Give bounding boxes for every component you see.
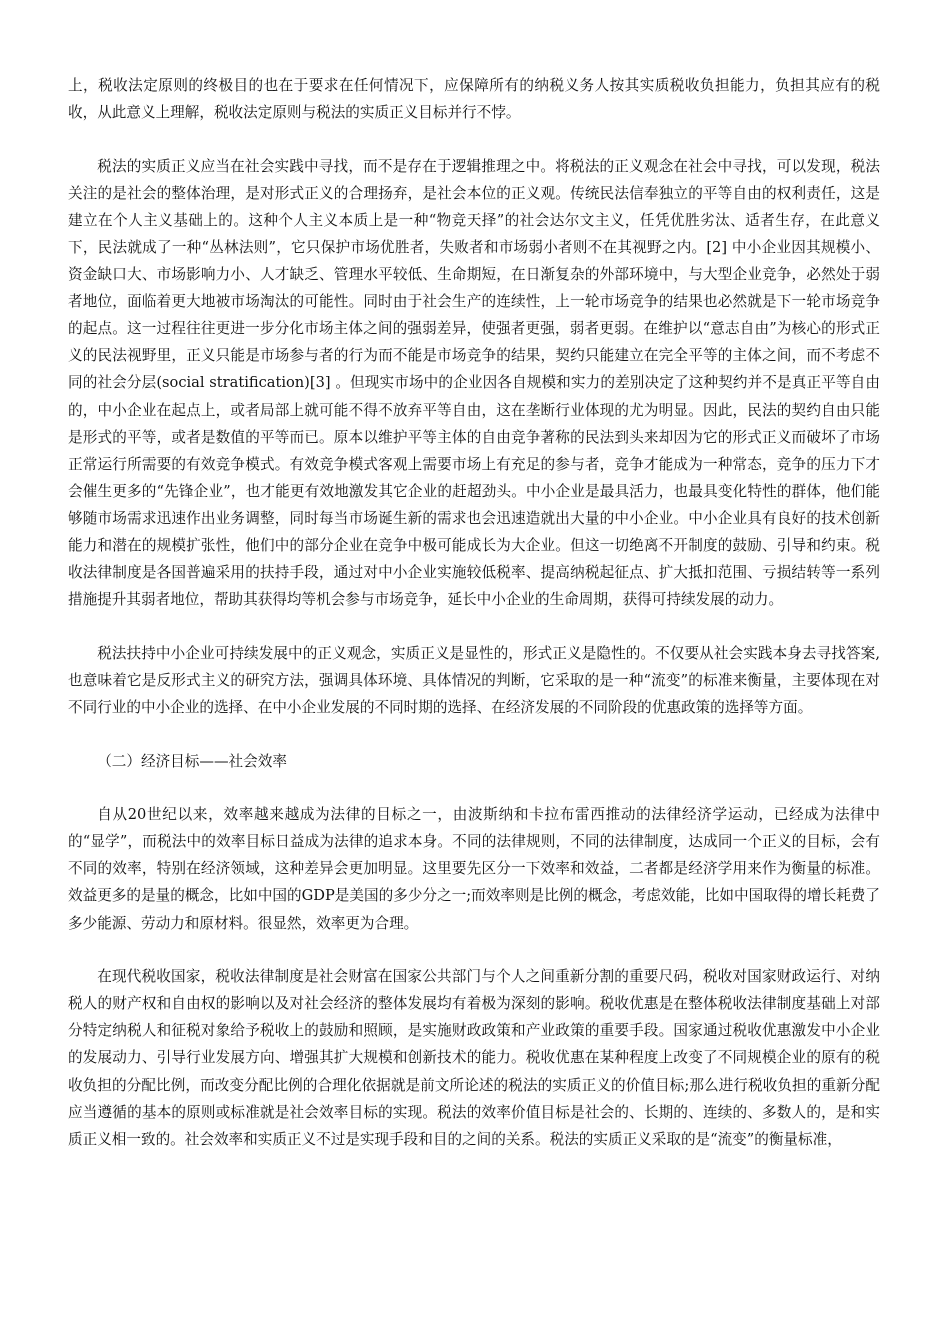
paragraph-efficiency: 自从20世纪以来，效率越来越成为法律的目标之一，由波斯纳和卡拉布雷西推动的法律经济学运动，已经成为法律中的“显学”，而税法中的效率目标日益成为法律的追求本身。不同的法律规则，不同的法律制度，达成同一个正义的目标，会有不同的效率，特别在经济领域，这种差异会更加明显。这里要先区分一下效率和效益，二者都是经济学用来作为衡量的标准。效益更多的是量的概念，比如中国的GDP是美国的多少分之一;而效率则是比例的概念，考虑效能，比如中国取得的增长耗费了多少能源、劳动力和原材料。很显然，效率更为合理。 (68, 806, 880, 932)
document-page (68, 72, 880, 1179)
paragraph-modern-tax-state: 在现代税收国家，税收法律制度是社会财富在国家公共部门与个人之间重新分割的重要尺码，税收对国家财政运行、对纳税人的财产权和自由权的影响以及对社会经济的整体发展均有着极为深刻的影响。税收优惠是在整体税收法律制度基础上对部分特定纳税人和征税对象给予税收上的鼓励和照顾，是实施财政政策和产业政策的重要手段。国家通过税收优惠激发中小企业的发展动力、引导行业发展方向、增强其扩大规模和创新技术的能力。税收优惠在某种程度上改变了不同规模企业的原有的税收负担的分配比例，而改变分配比例的合理化依据就是前文所论述的税法的实质正义的价值目标;那么进行税收负担的重新分配应当遵循的基本的原则或标准就是社会效率目标的实现。税法的效率价值目标是社会的、长期的、连续的、多数人的，是和实质正义相一致的。社会效率和实质正义不过是实现手段和目的之间的关系。税法的实质正义采取的是“流变”的衡量标准， (68, 968, 880, 1148)
paragraph-substantive-justice: 税法的实质正义应当在社会实践中寻找，而不是存在于逻辑推理之中。将税法的正义观念在社会中寻找，可以发现，税法关注的是社会的整体治理，是对形式正义的合理扬弃，是社会本位的正义观。传统民法信奉独立的平等自由的权利责任，这是建立在个人主义基础上的。这种个人主义本质上是一种“物竞天择”的社会达尔文主义，任凭优胜劣汰、适者生存，在此意义下，民法就成了一种“丛林法则”，它只保护市场优胜者，失败者和市场弱小者则不在其视野之内。[2] 中小企业因其规模小、资金缺口大、市场影响力小、人才缺乏、管理水平较低、生命期短，在日渐复杂的外部环境中，与大型企业竞争，必然处于弱者地位，面临着更大地被市场淘汰的可能性。同时由于社会生产的连续性，上一轮市场竞争的结果也必然就是下一轮市场竞争的起点。这一过程往往更进一步分化市场主体之间的强弱差异，使强者更强，弱者更弱。在维护以“意志自由”为核心的形式正义的民法视野里，正义只能是市场参与者的行为而不能是市场竞争的结果，契约只能建立在完全平等的主体之间，而不考虑不同的社会分层(social stratification)[3] 。但现实市场中的企业因各自规模和实力的差别决定了这种契约并不是真正平等自由的，中小企业在起点上，或者局部上就可能不得不放弃平等自由，这在垄断行业体现的尤为明显。因此，民法的契约自由只能是形式的平等，或者是数值的平等而已。原本以维护平等主体的自由竞争著称的民法到头来却因为它的形式正义而破坏了市场正常运行所需要的有效竞争模式。有效竞争模式客观上需要市场上有充足的参与者，竞争才能成为一种常态，竞争的压力下才会催生更多的“先锋企业”，也才能更有效地激发其它企业的赶超劲头。中小企业是最具活力，也最具变化特性的群体，他们能够随市场需求迅速作出业务调整，同时每当市场诞生新的需求也会迅速造就出大量的中小企业。中小企业具有良好的技术创新能力和潜在的规模扩张性，他们中的部分企业在竞争中极可能成长为大企业。但这一切绝离不开制度的鼓励、引导和约束。税收法律制度是各国普遍采用的扶持手段，通过对中小企业实施较低税率、提高纳税起征点、扩大抵扣范围、亏损结转等一系列措施提升其弱者地位，帮助其获得均等机会参与市场竞争，延长中小企业的生命周期，获得可持续发展的动力。 (68, 157, 880, 609)
section-heading-economic-goal: （二）经济目标——社会效率 (97, 752, 287, 770)
paragraph-continuation: 上，税收法定原则的终极目的也在于要求在任何情况下，应保障所有的纳税义务人按其实质税收负担能力，负担其应有的税收，从此意义上理解，税收法定原则与税法的实质正义目标并行不悖。 (68, 77, 880, 122)
paragraph-justice-concept: 税法扶持中小企业可持续发展中的正义观念，实质正义是显性的，形式正义是隐性的。不仅要从社会实践本身去寻找答案,也意味着它是反形式主义的研究方法，强调具体环境、具体情况的判断，它采取的是一种“流变”的标准来衡量，主要体现在对不同行业的中小企业的选择、在中小企业发展的不同时期的选择、在经济发展的不同阶段的优惠政策的选择等方面。 (68, 644, 880, 716)
